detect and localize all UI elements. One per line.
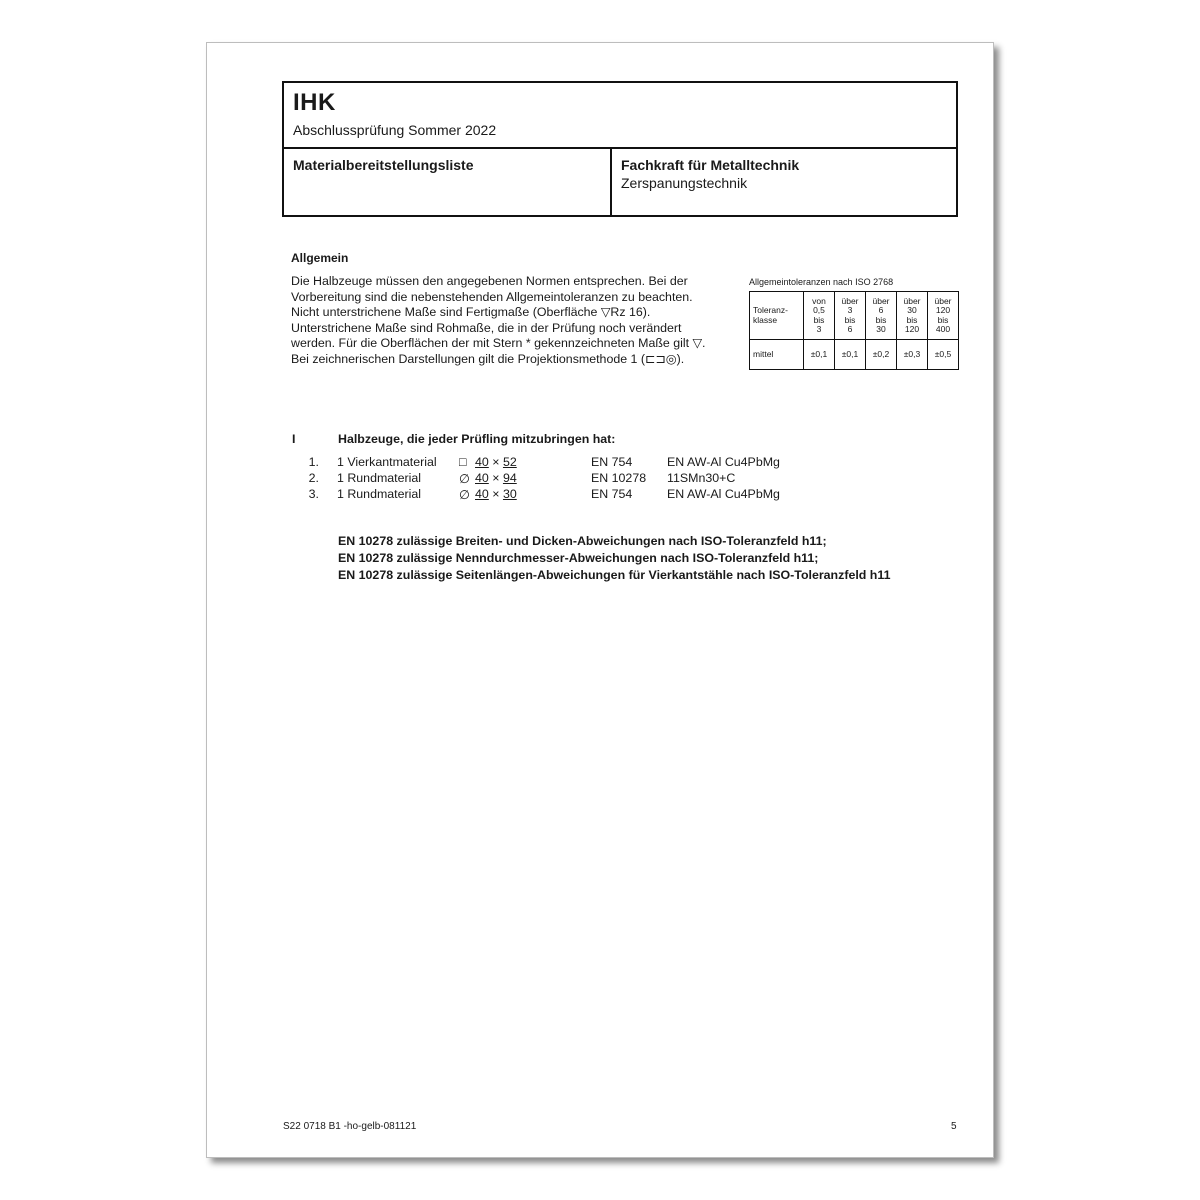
range-text: 30 — [907, 305, 917, 315]
header-profession-cell — [612, 149, 956, 215]
range-text: 0,5 — [813, 305, 825, 315]
tolerance-value-row — [750, 340, 959, 370]
tolerance-row-label: mittel — [750, 340, 804, 370]
tolerance-caption: Allgemeintoleranzen nach ISO 2768 — [749, 277, 894, 287]
tolerance-range-cell — [835, 292, 866, 340]
material-row — [207, 455, 995, 471]
exam-title: Abschlussprüfung Sommer 2022 — [293, 122, 497, 138]
range-text: bis — [875, 314, 887, 325]
footer-code: S22 0718 B1 -ho-gelb-081121 — [283, 1121, 417, 1132]
organization-title: IHK — [293, 89, 336, 116]
general-text — [291, 274, 741, 368]
range-text: 30 — [876, 324, 886, 334]
tolerance-class-label-line: Toleranz- — [753, 305, 788, 315]
note-line: EN 10278 zulässige Nenndurchmesser-Abweichungen nach ISO-Toleranzfeld h11; — [338, 551, 819, 565]
item-standard: EN 10278 — [591, 471, 647, 485]
dim-b: 52 — [502, 455, 517, 469]
dim-b: 94 — [502, 471, 517, 485]
item-number: 3. — [308, 487, 319, 501]
general-line: Bei zeichnerischen Darstellungen gilt die Projektionsmethode 1 (⊏⊐◎). — [291, 351, 685, 366]
range-text: bis — [937, 314, 949, 325]
item-dimensions — [475, 487, 517, 501]
dim-a: 40 — [475, 455, 489, 469]
times-sign: × — [492, 455, 500, 469]
range-text: bis — [906, 314, 918, 325]
times-sign: × — [492, 471, 500, 485]
general-line: Nicht unterstrichene Maße sind Fertigmaße (Oberfläche ▽Rz 16). — [291, 305, 651, 320]
range-text: 120 — [935, 305, 951, 315]
range-text: 3 — [847, 305, 853, 315]
page-number: 5 — [951, 1121, 957, 1132]
note-line: EN 10278 zulässige Breiten- und Dicken-Abweichungen nach ISO-Toleranzfeld h11; — [338, 534, 827, 548]
tolerance-range-cell — [897, 292, 928, 340]
range-text: über — [841, 295, 859, 306]
item-description: 1 Rundmaterial — [337, 487, 422, 501]
general-line: Die Halbzeuge müssen den angegebenen Normen entsprechen. Bei der — [291, 274, 688, 288]
range-text: über — [872, 295, 890, 306]
dim-b: 30 — [502, 487, 517, 501]
tolerance-range-cell — [928, 292, 959, 340]
diameter-icon: ∅ — [459, 488, 470, 502]
range-text: 6 — [878, 305, 884, 315]
times-sign: × — [492, 487, 500, 501]
range-text: über — [934, 295, 952, 306]
tolerance-value-cell: ±0,5 — [928, 340, 959, 370]
item-description: 1 Vierkantmaterial — [337, 455, 437, 469]
tolerance-value-cell: ±0,2 — [866, 340, 897, 370]
tolerance-value-cell: ±0,1 — [835, 340, 866, 370]
diameter-icon: ∅ — [459, 472, 470, 486]
tolerance-class-label-line: klasse — [753, 314, 778, 325]
item-standard: EN 754 — [591, 455, 633, 469]
tolerance-table — [749, 291, 959, 370]
item-dimensions — [475, 471, 517, 485]
header-doc-cell — [284, 149, 612, 215]
range-text: über — [903, 295, 921, 306]
material-row — [207, 471, 995, 487]
dim-a: 40 — [475, 471, 489, 485]
profession-title: Fachkraft für Metalltechnik — [621, 157, 800, 173]
note-line: EN 10278 zulässige Seitenlängen-Abweichungen für Vierkantstähle nach ISO-Toleranzfeld h11 — [338, 568, 891, 582]
header-box — [282, 81, 958, 217]
header-top — [284, 83, 956, 149]
section-title: Halbzeuge, die jeder Prüfling mitzubringen hat: — [338, 432, 616, 446]
dim-a: 40 — [475, 487, 489, 501]
range-text: von — [812, 295, 826, 306]
tolerance-range-row — [750, 292, 959, 340]
tolerance-notes — [338, 533, 890, 584]
item-material: 11SMn30+C — [667, 471, 736, 485]
document-page — [206, 42, 994, 1158]
general-line: werden. Für die Oberflächen der mit Stern * gekennzeichneten Maße gilt ▽. — [291, 336, 706, 351]
general-line: Unterstrichene Maße sind Rohmaße, die in der Prüfung noch verändert — [291, 320, 682, 335]
range-text: 3 — [816, 324, 822, 334]
range-text: 120 — [904, 324, 920, 334]
item-number: 1. — [308, 455, 319, 469]
tolerance-value-cell: ±0,3 — [897, 340, 928, 370]
specialization-title: Zerspanungstechnik — [621, 175, 748, 191]
item-dimensions — [475, 455, 517, 469]
item-number: 2. — [308, 471, 319, 485]
general-heading: Allgemein — [291, 251, 349, 265]
item-material: EN AW-Al Cu4PbMg — [667, 487, 780, 501]
tolerance-class-label — [750, 292, 804, 340]
range-text: 6 — [847, 324, 853, 334]
item-description: 1 Rundmaterial — [337, 471, 422, 485]
range-text: bis — [813, 314, 825, 325]
tolerance-value-cell: ±0,1 — [804, 340, 835, 370]
item-material: EN AW-Al Cu4PbMg — [667, 455, 780, 469]
document-title: Materialbereitstellungsliste — [293, 157, 474, 173]
tolerance-range-cell — [804, 292, 835, 340]
general-line: Vorbereitung sind die nebenstehenden Allgemeintoleranzen zu beachten. — [291, 289, 693, 304]
material-row — [207, 487, 995, 503]
range-text: 400 — [935, 324, 951, 334]
square-icon: □ — [459, 455, 467, 469]
range-text: bis — [844, 314, 856, 325]
tolerance-range-cell — [866, 292, 897, 340]
item-standard: EN 754 — [591, 487, 633, 501]
section-number: I — [292, 432, 296, 446]
